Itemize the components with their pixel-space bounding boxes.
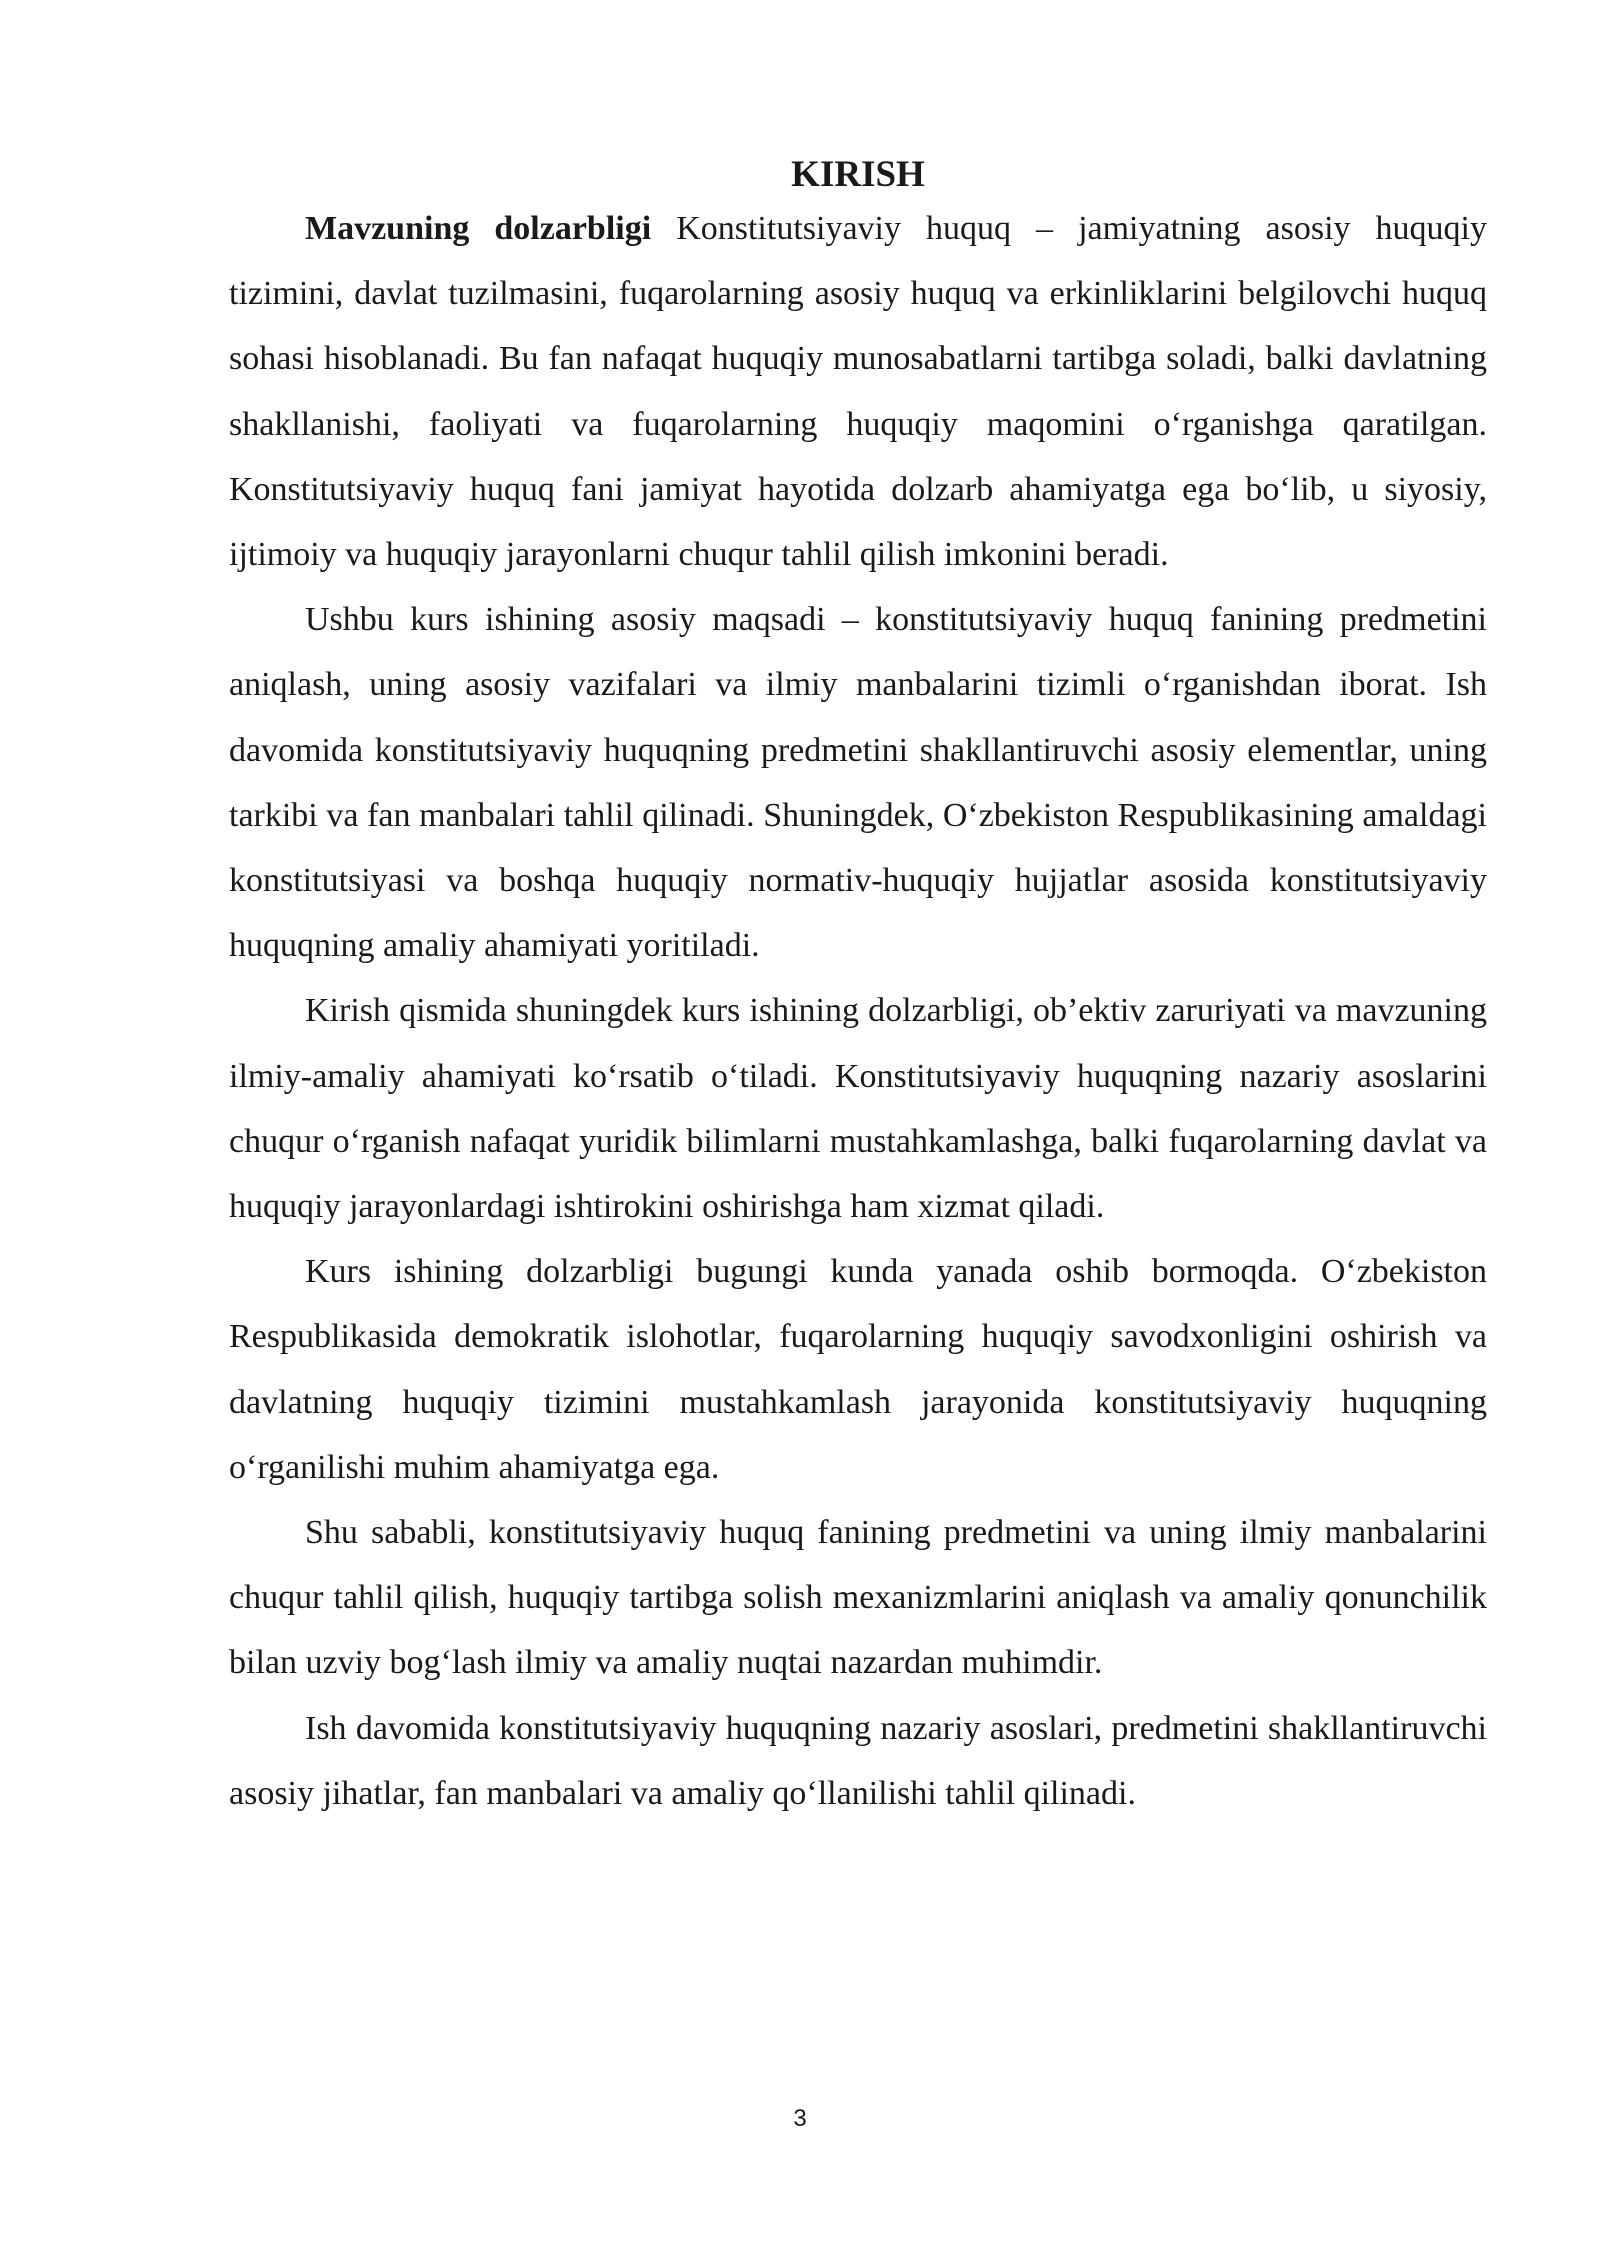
paragraph-introduction-part: Kirish qismida shuningdek kurs ishining dolzarbligi, ob’ektiv zaruriyati va mavzuning ilmiy-amaliy ahamiyati ko‘rsatib o‘tiladi. Konstitutsiyaviy huquqning nazariy asoslarini chuqur o‘rganish nafaqat yuridik bilimlarni mustahkamlashga, balki fuqarolarning davlat va huquqiy jarayonlardagi ishtirokini oshirishga ham xizmat qiladi. <box>229 992 1487 1226</box>
page-number: 3 <box>793 2105 807 2132</box>
paragraph-lead: Mavzuning dolzarbligi <box>305 210 652 247</box>
page-body <box>229 150 1487 1826</box>
paragraph-scope: Ish davomida konstitutsiyaviy huquqning nazariy asoslari, predmetini shakllantiruvchi asosiy jihatlar, fan manbalari va amaliy qo‘llanilishi tahlil qilinadi. <box>229 1709 1487 1812</box>
paragraph-reason: Shu sababli, konstitutsiyaviy huquq fanining predmetini va uning ilmiy manbalarini chuqur tahlil qilish, huquqiy tartibga solish mexanizmlarini aniqlash va amaliy qonunchilik bilan uzviy bog‘lash ilmiy va amaliy nuqtai nazardan muhimdir. <box>229 1514 1487 1682</box>
section-heading: KIRISH <box>791 154 925 195</box>
paragraph-text: Konstitutsiyaviy huquq – jamiyatning asosiy huquqiy tizimini, davlat tuzilmasini, fuqarolarning asosiy huquq va erkinliklarini belgilovchi huquq sohasi hisoblanadi. Bu fan nafaqat huquqiy munosabatlarni tartibga soladi, balki davlatning shakllanishi, faoliyati va fuqarolarning huquqiy maqomini o‘rganishga qaratilgan. Konstitutsiyaviy huquq fani jamiyat hayotida dolzarb ahamiyatga ega bo‘lib, u siyosiy, ijtimoiy va huquqiy jarayonlarni chuqur tahlil qilish imkonini beradi. <box>229 210 1487 574</box>
paragraph-actuality: Kurs ishining dolzarbligi bugungi kunda yanada oshib bormoqda. O‘zbekiston Respublikasida demokratik islohotlar, fuqarolarning huquqiy savodxonligini oshirish va davlatning huquqiy tizimini mustahkamlash jarayonida konstitutsiyaviy huquqning o‘rganilishi muhim ahamiyatga ega. <box>229 1253 1487 1486</box>
paragraph-relevance <box>229 196 1487 587</box>
paragraph-goal: Ushbu kurs ishining asosiy maqsadi – konstitutsiyaviy huquq fanining predmetini aniqlash, uning asosiy vazifalari va ilmiy manbalarini tizimli o‘rganishdan iborat. Ish davomida konstitutsiyaviy huquqning predmetini shakllantiruvchi asosiy elementlar, uning tarkibi va fan manbalari tahlil qilinadi. Shuningdek, O‘zbekiston Respublikasining amaldagi konstitutsiyasi va boshqa huquqiy normativ-huquqiy hujjatlar asosida konstitutsiyaviy huquqning amaliy ahamiyati yoritiladi. <box>229 601 1487 965</box>
